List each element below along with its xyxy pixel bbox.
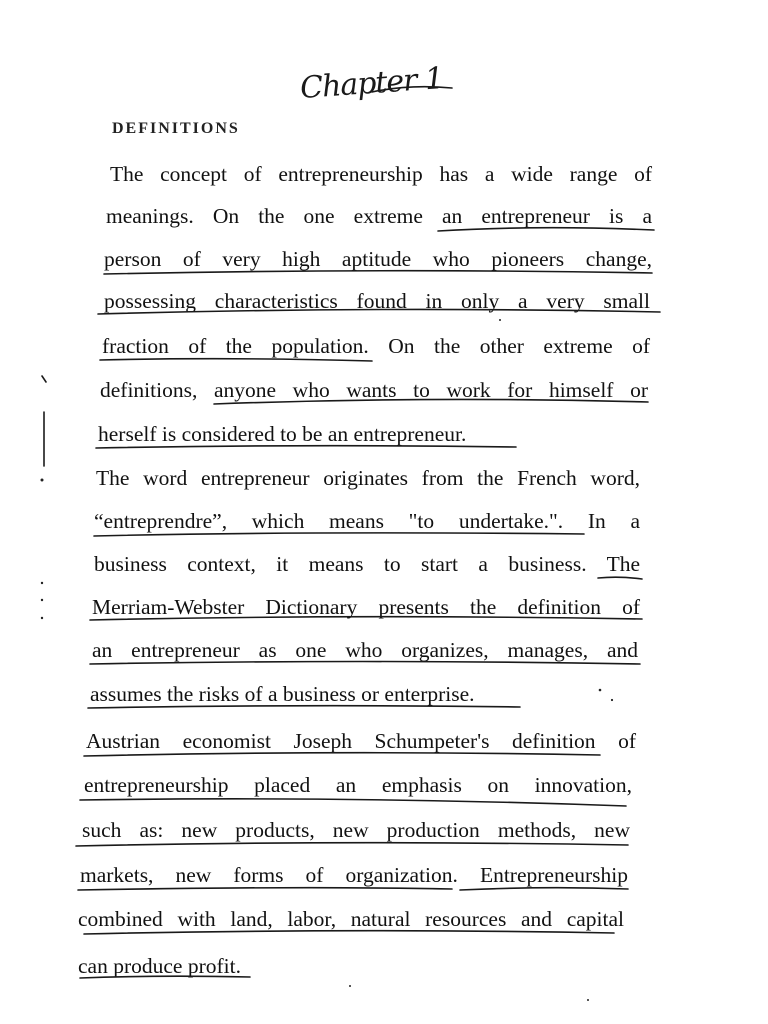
text-line: meanings. On the one extreme an entrepreneur is a: [106, 204, 652, 228]
underline-mark: [98, 309, 660, 314]
text-line: person of very high aptitude who pioneers change,: [104, 247, 652, 271]
underline-mark: [214, 399, 648, 404]
scan-specks: [41, 319, 614, 1001]
underline-mark: [96, 446, 516, 448]
text-line: combined with land, labor, natural resources and capital: [78, 907, 624, 931]
underline-mark: [88, 706, 520, 708]
underline-mark: [104, 271, 652, 274]
text-line: an entrepreneur as one who organizes, manages, and: [92, 638, 638, 662]
text-line: “entreprendre”, which means "to undertake.". In a: [94, 509, 640, 533]
underline-mark: [598, 577, 642, 579]
text-line: Merriam-Webster Dictionary presents the definition of: [92, 595, 640, 619]
text-line: such as: new products, new production methods, new: [82, 818, 630, 842]
underline-mark: [460, 888, 628, 890]
text-line: possessing characteristics found in only a very small: [104, 289, 650, 313]
text-line: markets, new forms of organization. Entrepreneurship: [80, 863, 628, 887]
text-line: definitions, anyone who wants to work for himself or: [100, 378, 648, 402]
text-line: entrepreneurship placed an emphasis on innovation,: [84, 773, 632, 797]
underline-mark: [78, 888, 452, 890]
underline-mark: [90, 617, 642, 620]
text-line: fraction of the population. On the other extreme of: [102, 334, 650, 358]
text-line: can produce profit.: [78, 954, 241, 978]
section-heading: DEFINITIONS: [112, 120, 240, 137]
text-line: business context, it means to start a business. The: [94, 552, 640, 576]
underline-mark: [94, 533, 584, 536]
underline-mark: [100, 359, 372, 361]
handwritten-title: Chapter 1: [298, 61, 445, 106]
text-line: Austrian economist Joseph Schumpeter's definition of: [86, 729, 636, 753]
underline-mark: [438, 228, 654, 231]
text-line: The word entrepreneur originates from the French word,: [96, 466, 640, 490]
underline-mark: [80, 976, 250, 978]
underline-mark: [84, 931, 614, 934]
underline-mark: [76, 843, 628, 846]
underline-mark: [80, 799, 626, 806]
margin-mark: [42, 376, 46, 382]
title-underline: [372, 87, 452, 92]
text-line: assumes the risks of a business or enterprise.: [90, 682, 475, 706]
underline-mark: [90, 662, 640, 665]
text-line: The concept of entrepreneurship has a wide range of: [110, 162, 652, 186]
underline-mark: [84, 753, 600, 756]
text-line: herself is considered to be an entrepreneur.: [98, 422, 467, 446]
